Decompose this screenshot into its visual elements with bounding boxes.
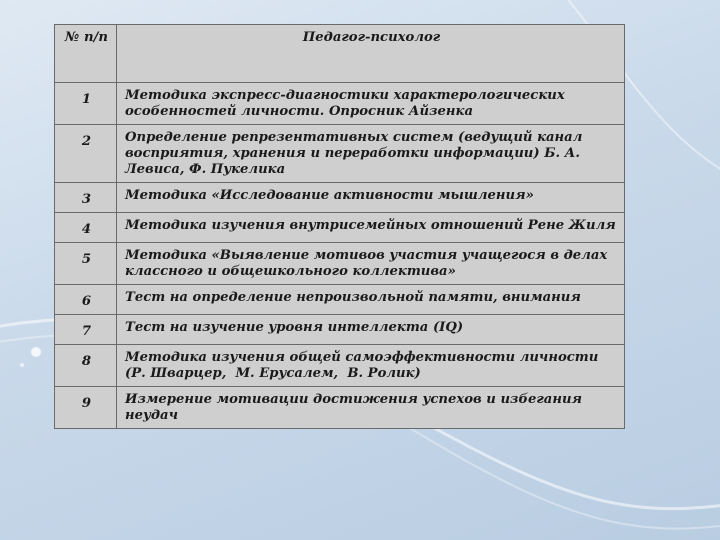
- table-row: [55, 83, 625, 125]
- row-number: 7: [55, 315, 117, 345]
- row-number: 6: [55, 285, 117, 315]
- row-number: 2: [55, 125, 117, 183]
- row-number: 8: [55, 345, 117, 387]
- row-method: Методика изучения общей самоэффективности личности (Р. Шварцер, М. Ерусалем, В. Ролик): [117, 345, 625, 387]
- table-row: [55, 315, 625, 345]
- row-method: Методика «Исследование активности мышления»: [117, 183, 625, 213]
- row-method: Методика «Выявление мотивов участия учащегося в делах классного и общешкольного коллектива»: [117, 243, 625, 285]
- table-row: [55, 243, 625, 285]
- methods-table-container: [54, 24, 625, 429]
- table-row: [55, 285, 625, 315]
- row-method: Методика экспресс-диагностики характерологических особенностей личности. Опросник Айзенка: [117, 83, 625, 125]
- table-row: [55, 213, 625, 243]
- row-number: 9: [55, 387, 117, 429]
- row-number: 4: [55, 213, 117, 243]
- methods-table: [54, 24, 625, 429]
- row-number: 3: [55, 183, 117, 213]
- row-method: Методика изучения внутрисемейных отношений Рене Жиля: [117, 213, 625, 243]
- table-row: [55, 183, 625, 213]
- table-row: [55, 345, 625, 387]
- table-row: [55, 125, 625, 183]
- header-specialist: Педагог-психолог: [117, 25, 625, 83]
- header-number: № п/п: [55, 25, 117, 83]
- row-method: Измерение мотивации достижения успехов и избегания неудач: [117, 387, 625, 429]
- table-row: [55, 387, 625, 429]
- row-number: 1: [55, 83, 117, 125]
- row-method: Тест на изучение уровня интеллекта (IQ): [117, 315, 625, 345]
- row-number: 5: [55, 243, 117, 285]
- table-header-row: [55, 25, 625, 83]
- row-method: Тест на определение непроизвольной памяти, внимания: [117, 285, 625, 315]
- row-method: Определение репрезентативных систем (ведущий канал восприятия, хранения и переработки информации) Б. А. Левиса, Ф. Пукелика: [117, 125, 625, 183]
